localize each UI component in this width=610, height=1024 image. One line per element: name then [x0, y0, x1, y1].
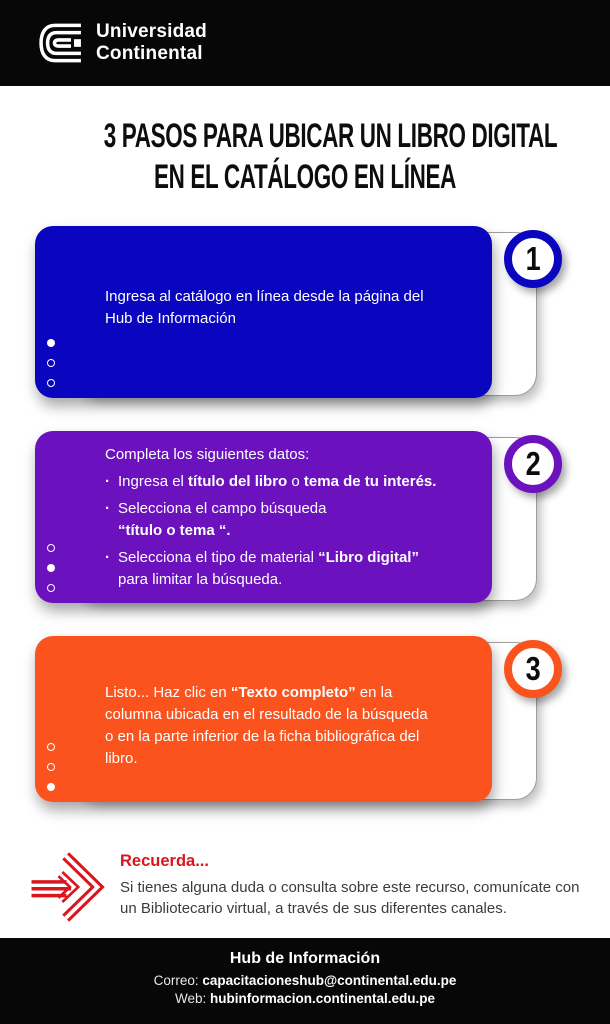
step-2-panel — [35, 431, 492, 603]
reminder-text-block — [120, 848, 579, 920]
step-1-number-badge — [504, 230, 562, 288]
step-3-number: 3 — [525, 650, 541, 688]
continental-arrow-icon — [30, 848, 106, 926]
brand-line1: Universidad — [96, 20, 207, 42]
reminder-body — [120, 877, 579, 920]
dot-icon — [47, 564, 55, 572]
page-title-line2: EN EL CATÁLOGO EN LÍNEA — [153, 157, 457, 196]
dot-icon — [47, 783, 55, 791]
dot-icon — [47, 544, 55, 552]
step-3-text: Listo... Haz clic en “Texto completo” en la columna ubicada en el resultado de la búsqueda o en la parte inferior de la ficha bibliográfica del libro. — [105, 683, 428, 767]
brand-name — [96, 21, 207, 65]
footer-email-label: Correo: — [153, 973, 199, 988]
step-card-1 — [35, 226, 541, 398]
step-1-text: Ingresa al catálogo en línea desde la página del Hub de Información — [105, 287, 424, 327]
step-3-pagination-dots — [47, 743, 55, 791]
footer-email-line — [0, 973, 610, 988]
bullet-item: · Ingresa el título del libro o tema de tu interés. — [105, 471, 458, 493]
reminder-heading: Recuerda... — [120, 851, 209, 870]
bullet-item: · Selecciona el tipo de material “Libro digital” para limitar la búsqueda. — [105, 547, 458, 591]
step-card-2 — [35, 431, 541, 603]
step-1-panel — [35, 226, 492, 398]
footer-web-line — [0, 991, 610, 1006]
reminder-body-line1: Si tienes alguna duda o consulta sobre este recurso, comunícate con — [120, 878, 580, 896]
footer-bar — [0, 938, 610, 1024]
step-3-panel — [35, 636, 492, 802]
step-2-number: 2 — [525, 445, 541, 483]
dot-icon — [47, 763, 55, 771]
dot-icon — [47, 584, 55, 592]
universidad-continental-logo-icon — [38, 20, 84, 66]
footer-email-value: capacitacioneshub@continental.edu.pe — [202, 973, 457, 988]
step-1-number: 1 — [525, 240, 541, 278]
reminder-body-line2: un Bibliotecario virtual, a través de sus diferentes canales. — [120, 899, 507, 917]
step-2-text — [35, 431, 492, 591]
header-bar — [0, 0, 610, 86]
page-title-line1: 3 PASOS PARA UBICAR UN LIBRO DIGITAL — [103, 117, 558, 155]
footer-web-value: hubinformacion.continental.edu.pe — [210, 991, 436, 1006]
step-3-number-badge — [504, 640, 562, 698]
step-2-intro: Completa los siguientes datos: — [105, 445, 310, 463]
dot-icon — [47, 359, 55, 367]
reminder-section — [30, 848, 610, 926]
footer-web-label: Web: — [174, 991, 207, 1006]
dot-icon — [47, 339, 55, 347]
page-title — [103, 116, 558, 198]
step-2-pagination-dots — [47, 544, 55, 592]
step-2-number-badge — [504, 435, 562, 493]
bullet-item: · Selecciona el campo búsqueda “título o tema “. — [105, 498, 458, 542]
step-card-3 — [35, 636, 541, 802]
footer-title: Hub de Información — [229, 950, 381, 967]
step-1-pagination-dots — [47, 339, 55, 387]
dot-icon — [47, 379, 55, 387]
steps-list — [0, 226, 610, 802]
step-2-bullet-list — [105, 471, 458, 591]
brand-line2: Continental — [96, 43, 203, 64]
dot-icon — [47, 743, 55, 751]
